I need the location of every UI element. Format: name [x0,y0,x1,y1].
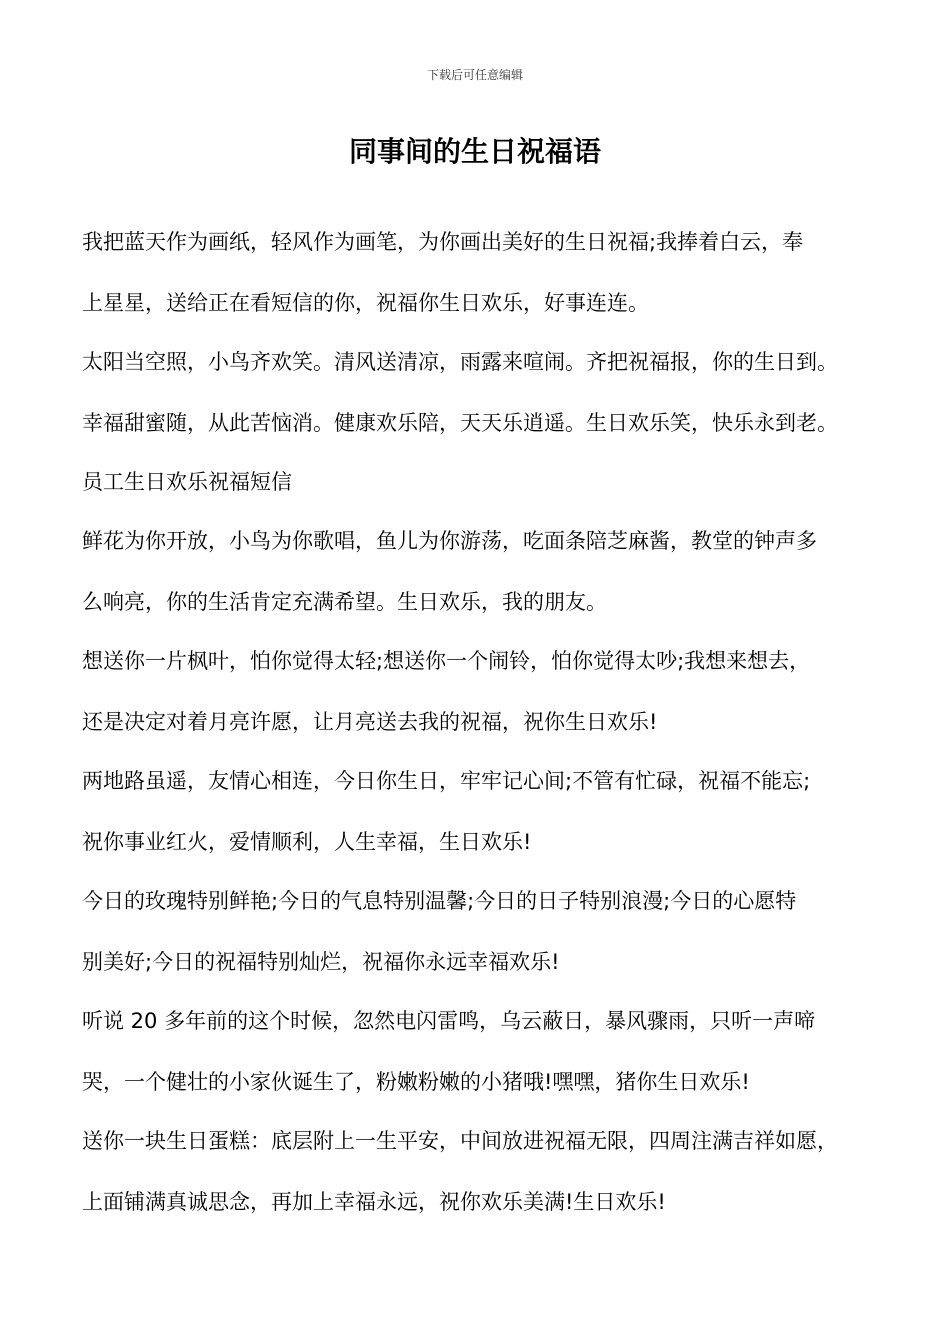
paragraph-line: 么响亮，你的生活肯定充满希望。生日欢乐，我的朋友。 [82,590,607,614]
paragraph-line: 员工生日欢乐祝福短信 [82,470,292,494]
paragraph-line: 别美好;今日的祝福特别灿烂，祝福你永远幸福欢乐! [82,950,560,974]
paragraph-1 [82,212,892,334]
paragraph-8 [82,991,892,1113]
paragraph-line: 上面铺满真诚思念，再加上幸福永远，祝你欢乐美满!生日欢乐! [82,1190,666,1214]
paragraph-5 [82,631,892,753]
paragraph-line: 还是决定对着月亮许愿，让月亮送去我的祝福，祝你生日欢乐! [82,710,658,734]
paragraph-line: 太阳当空照，小鸟齐欢笑。清风送清凉，雨露来喧闹。齐把祝福报，你的生日到。 [82,350,838,374]
paragraph-line: 今日的玫瑰特别鲜艳;今日的气息特别温馨;今日的日子特别浪漫;今日的心愿特 [82,889,797,913]
paragraph-line: 哭，一个健壮的小家伙诞生了，粉嫩粉嫩的小猪哦!嘿嘿，猪你生日欢乐! [82,1070,750,1094]
section-heading [82,452,892,513]
paragraph-4 [82,511,892,633]
document-title: 同事间的生日祝福语 [348,135,601,168]
paragraph-line: 两地路虽遥，友情心相连，今日你生日，牢牢记心间;不管有忙碌，祝福不能忘; [82,769,811,793]
document-body [82,212,892,1233]
paragraph-line: 鲜花为你开放，小鸟为你歌唱，鱼儿为你游荡，吃面条陪芝麻酱，教堂的钟声多 [82,529,817,553]
paragraph-line: 祝你事业红火，爱情顺利，人生幸福，生日欢乐! [82,830,532,854]
paragraph-7 [82,871,892,993]
paragraph-6 [82,751,892,873]
paragraph-line: 幸福甜蜜随，从此苦恼消。健康欢乐陪，天天乐逍遥。生日欢乐笑，快乐永到老。 [82,411,838,435]
paragraph-line: 我把蓝天作为画纸，轻风作为画笔，为你画出美好的生日祝福;我捧着白云，奉 [82,230,804,254]
paragraph-line: 听说 20 多年前的这个时候，忽然电闪雷鸣，乌云蔽日，暴风骤雨，只听一声啼 [82,1009,816,1033]
header-note: 下载后可任意编辑 [426,68,523,82]
paragraph-2 [82,332,892,454]
paragraph-9 [82,1111,892,1233]
paragraph-line: 上星星，送给正在看短信的你，祝福你生日欢乐，好事连连。 [82,291,649,315]
paragraph-line: 想送你一片枫叶，怕你觉得太轻;想送你一个闹铃，怕你觉得太吵;我想来想去， [82,649,811,673]
paragraph-line: 送你一块生日蛋糕：底层附上一生平安，中间放进祝福无限，四周注满吉祥如愿， [82,1129,838,1153]
